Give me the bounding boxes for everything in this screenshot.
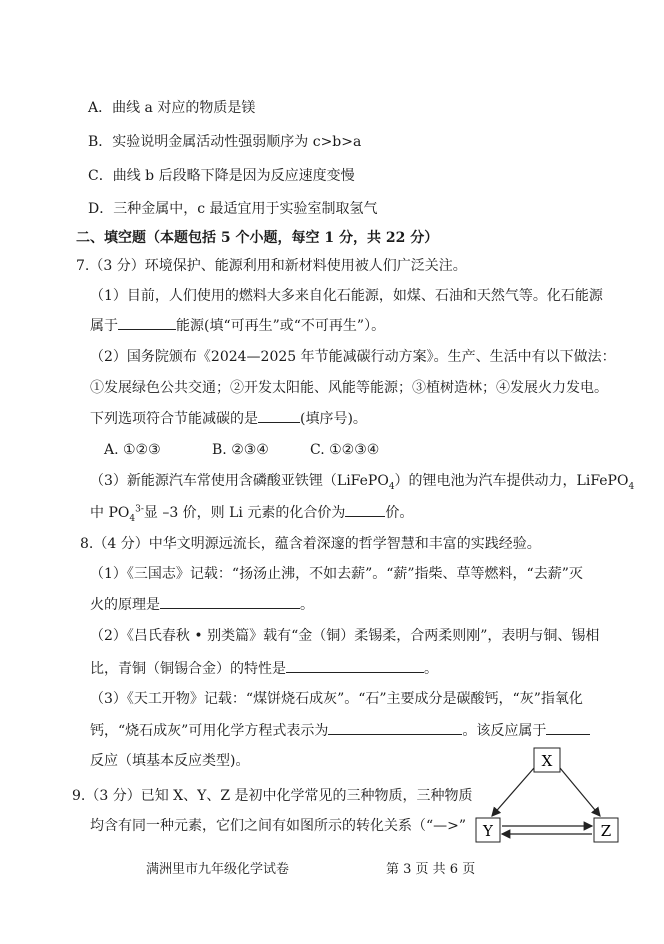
q7-part2-line3: 下列选项符合节能减碳的是 (填序号)。 (90, 408, 367, 429)
q6-option-a: A．曲线 a 对应的物质是镁 (88, 100, 256, 116)
q8-part1-line2: 火的原理是 。 (90, 594, 314, 615)
q8-stem: 8.（4 分）中华文明源远流长，蕴含着深邃的哲学智慧和丰富的实践经验。 (80, 536, 541, 552)
q8-part3-line1: （3）《天工开物》记载：“煤饼烧石成灰”。“石”主要成分是碳酸钙，“灰”指氧化 (90, 691, 583, 707)
q7-part1-line2: 属于 能源(填“可再生”或“不可再生”）。 (90, 315, 385, 336)
q6-option-c: C．曲线 b 后段略下降是因为反应速度变慢 (88, 168, 355, 184)
q7-part2-line2: ①发展绿色公共交通；②开发太阳能、风能等能源；③植树造林；④发展火力发电。 (90, 380, 608, 396)
q6-option-d: D．三种金属中，c 最适宜用于实验室制取氢气 (88, 201, 378, 217)
node-x-label: X (541, 752, 553, 770)
q7-choice-c: C. ①②③④ (310, 442, 380, 458)
q7-choice-b: B. ②③④ (212, 442, 269, 458)
arrow-x-to-z (560, 768, 600, 816)
footer-page-number: 第 3 页 共 6 页 (386, 862, 476, 877)
section-heading: 二、填空题（本题包括 5 个小题，每空 1 分，共 22 分） (76, 230, 439, 246)
q8-part2-line1: （2）《吕氏春秋 • 别类篇》载有“金（铜）柔锡柔，合两柔则刚”，表明与铜、锡相 (90, 628, 600, 644)
q8-part3-line2: 钙，“烧石成灰”可用化学方程式表示为 。该反应属于 (90, 720, 590, 741)
q7-stem: 7.（3 分）环境保护、能源利用和新材料使用被人们广泛关注。 (76, 258, 467, 274)
q7-part3-line2: 中 $PO_4^{3-}$显 –3 价，则 Li 元素的化合价为 价。 (90, 502, 413, 523)
q6-option-b: B．实验说明金属活动性强弱顺序为 c>b>a (88, 134, 362, 150)
node-y-label: Y (483, 822, 493, 840)
q9-line2: 均含有同一种元素，它们之间有如图所示的转化关系（“—>” (90, 818, 467, 834)
q7-choice-a: A. ①②③ (104, 442, 161, 458)
q7-part1-line1: （1）目前，人们使用的燃料大多来自化石能源，如煤、石油和天然气等。化石能源 (90, 288, 603, 304)
footer-exam-title: 满洲里市九年级化学试卷 (146, 862, 290, 877)
q8-part1-line1: （1）《三国志》记载：“扬汤止沸，不如去薪”。“薪”指柴、草等燃料，“去薪”灭 (90, 566, 583, 582)
q7-part3-line1: （3）新能源汽车常使用含磷酸亚铁锂（LiFePO$_4$）的锂电池为汽车提供动力，LiFePO$_4$ (90, 473, 635, 492)
q8-part3-line3: 反应（填基本反应类型)。 (90, 753, 250, 769)
q7-part2-line1: （2）国务院颁布《2024—2025 年节能减碳行动方案》。生产、生活中有以下做法： (90, 349, 616, 365)
q8-part2-line2: 比，青铜（铜锡合金）的特性是 。 (90, 658, 438, 679)
arrow-x-to-y (492, 768, 534, 816)
node-z-label: Z (600, 822, 612, 840)
q9-line1: 9.（3 分）已知 X、Y、Z 是初中化学常见的三种物质，三种物质 (72, 788, 473, 804)
